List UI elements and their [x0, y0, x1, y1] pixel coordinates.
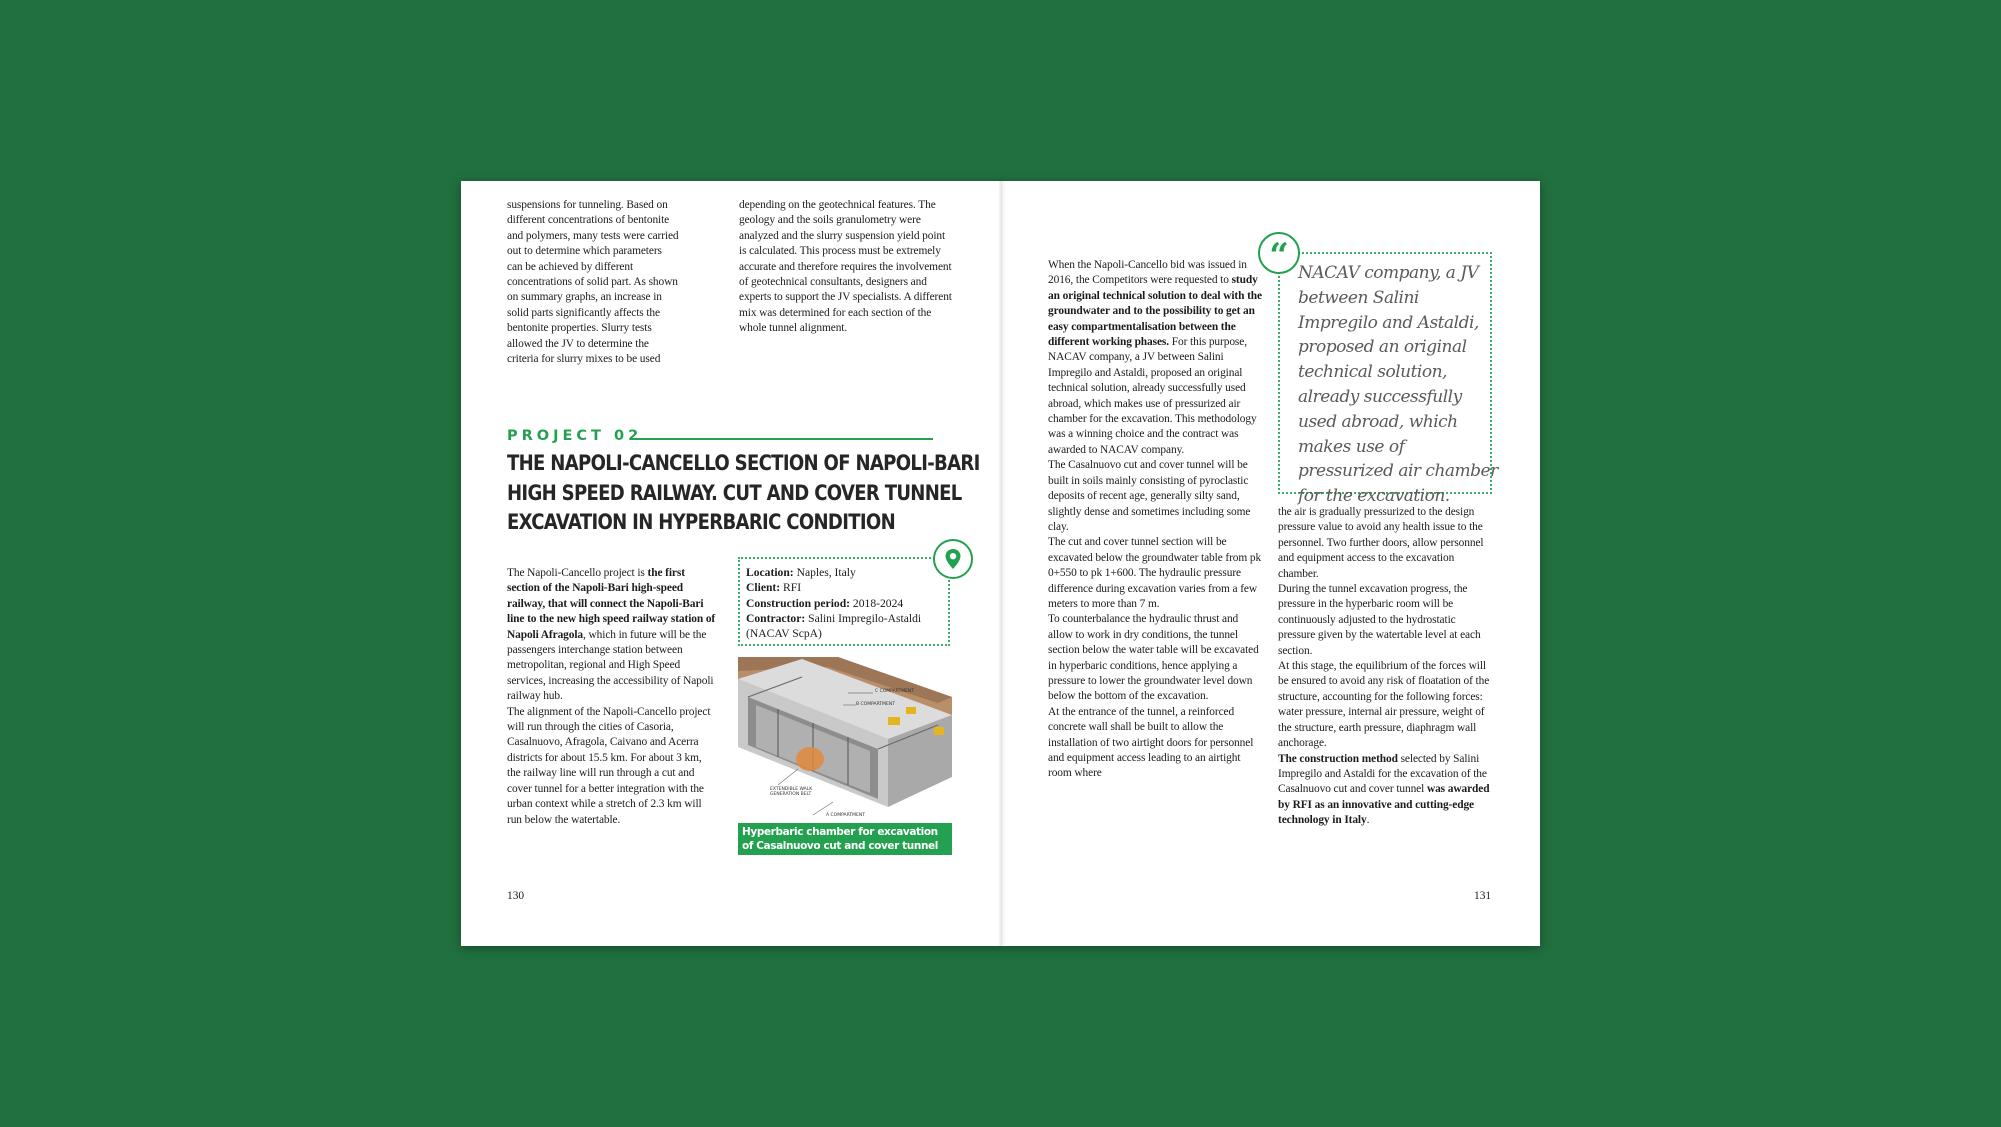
- paragraph: The alignment of the Napoli-Cancello project will run through the cities of Casoria, Casalnuovo, Afragola, Caivano and Acerra districts for about 15.5 km. For about 3 km, the railway line will run through a cut and cover tunnel for a better integration with the urban context while a stretch of 2.3 km will run below the watertable.: [507, 705, 711, 826]
- paragraph: To counterbalance the hydraulic thrust and allow to work in dry conditions, the tunnel section below the water table will be excavated in hyperbaric conditions, hence applying a pressure to lower the groundwater level down below the bottom of the excavation.: [1048, 613, 1259, 703]
- hyperbaric-chamber-illustration: [738, 657, 952, 823]
- paragraph: At the entrance of the tunnel, a reinforced concrete wall shall be built to allow the installation of two airtight doors for personnel and equipment access leading to an airtight room where: [1048, 705, 1254, 780]
- right-col1-text: [1048, 258, 1262, 782]
- left-col1-top-text: [507, 198, 679, 367]
- left-col2-top-text: [739, 198, 955, 337]
- figure-label: B COMPARTMENT: [856, 702, 895, 707]
- book-spread: [461, 181, 1540, 946]
- paragraph: depending on the geotechnical features. The geology and the soils granulometry were analyzed and the slurry suspension yield point is calculated. This process must be extremely accurate and therefore requires the involvement of geotechnical consultants, designers and experts to support the JV specialists. A different mix was determined for each section of the whole tunnel alignment.: [739, 199, 952, 335]
- info-client: Client: RFI: [746, 581, 802, 595]
- paragraph: The Napoli-Cancello project is the first section of the Napoli-Bari high-speed railway, that will connect the Napoli-Bari line to the new high speed railway station of Napoli Afragola, which in future will be the passengers interchange station between metropolitan, regional and High Speed services, increasing the accessibility of Napoli railway hub.: [507, 567, 716, 703]
- paragraph: The construction method selected by Salini Impregilo and Astaldi for the excavation of the Casalnuovo cut and cover tunnel was awarded by RFI as an innovative and cutting-edge technology in Italy.: [1278, 752, 1490, 827]
- page-number-right: 131: [1474, 890, 1492, 902]
- info-contractor: Contractor: Salini Impregilo-Astaldi (NACAV ScpA): [746, 611, 922, 641]
- info-location: Location: Naples, Italy: [746, 566, 856, 579]
- paragraph: During the tunnel excavation progress, the pressure in the hyperbaric room will be continuously adjusted to the hydrostatic pressure given by the watertable level at each section.: [1278, 583, 1481, 657]
- paragraph: The cut and cover tunnel section will be excavated below the groundwater table from pk 0+550 to pk 1+600. The hydraulic pressure difference during excavation varies from a few meters to more than 7 m.: [1048, 536, 1262, 610]
- paragraph: the air is gradually pressurized to the design pressure value to avoid any health issue to the personnel. Two further doors, allow personnel and equipment access to the excavation chamber.: [1278, 506, 1484, 580]
- paragraph: suspensions for tunneling. Based on different concentrations of bentonite and polymers, many tests were carried out to determine which parameters can be achieved by different concentrations of solid part. As shown on summary graphs, an increase in solid parts significantly affects the bentonite properties. Slurry tests allowed the JV to determine the criteria for slurry mixes to be used: [507, 199, 679, 366]
- paragraph: When the Napoli-Cancello bid was issued in 2016, the Competitors were requested to study an original technical solution to deal with the groundwater and to the possibility to get an easy compartmentalisation between the different working phases. For this purpose, NACAV company, a JV between Salini Impregilo and Astaldi, proposed an original technical solution, already successfully used abroad, which makes use of pressurized air chamber for the excavation. This methodology was a winning choice and the contract was awarded to NACAV company.: [1048, 259, 1262, 456]
- paragraph: At this stage, the equilibrium of the forces will be ensured to avoid any risk of floatation of the structure, accounting for the following forces: water pressure, internal air pressure, weight of the structure, earth pressure, diaphragm wall anchorage.: [1278, 660, 1490, 750]
- project-label: PROJECT 02: [507, 428, 643, 444]
- page-title: THE NAPOLI-CANCELLO SECTION OF NAPOLI-BARI HIGH SPEED RAILWAY. CUT AND COVER TUNNEL EXCAVATION IN HYPERBARIC CONDITION: [507, 451, 980, 534]
- right-col2-text: [1278, 505, 1492, 829]
- info-period: Construction period: 2018-2024: [746, 596, 904, 610]
- paragraph: The Casalnuovo cut and cover tunnel will be built in soils mainly consisting of pyroclastic deposits of recent age, generally silty sand, slightly dense and sometimes including some clay.: [1048, 459, 1251, 533]
- divider: [631, 438, 933, 440]
- pull-quote: NACAV company, a JV between Salini Impregilo and Astaldi, proposed an original technical solution, already successfully used abroad, which makes use of pressurized air chamber for the excavation.: [1298, 263, 1498, 507]
- quote-icon: “: [1258, 232, 1300, 274]
- project-info-box: [738, 557, 950, 646]
- figure-label: EXTENDIBLE WALK GENERATION BELT: [770, 787, 813, 797]
- intro-text: [507, 566, 717, 828]
- figure-label: C COMPARTMENT: [875, 689, 915, 694]
- page-fold: [998, 181, 1006, 946]
- figure-label: A COMPARTMENT: [826, 813, 865, 818]
- page-number-left: 130: [507, 890, 525, 902]
- location-pin-icon: [933, 539, 973, 579]
- figure-caption: Hyperbaric chamber for excavation of Casalnuovo cut and cover tunnel: [738, 823, 952, 855]
